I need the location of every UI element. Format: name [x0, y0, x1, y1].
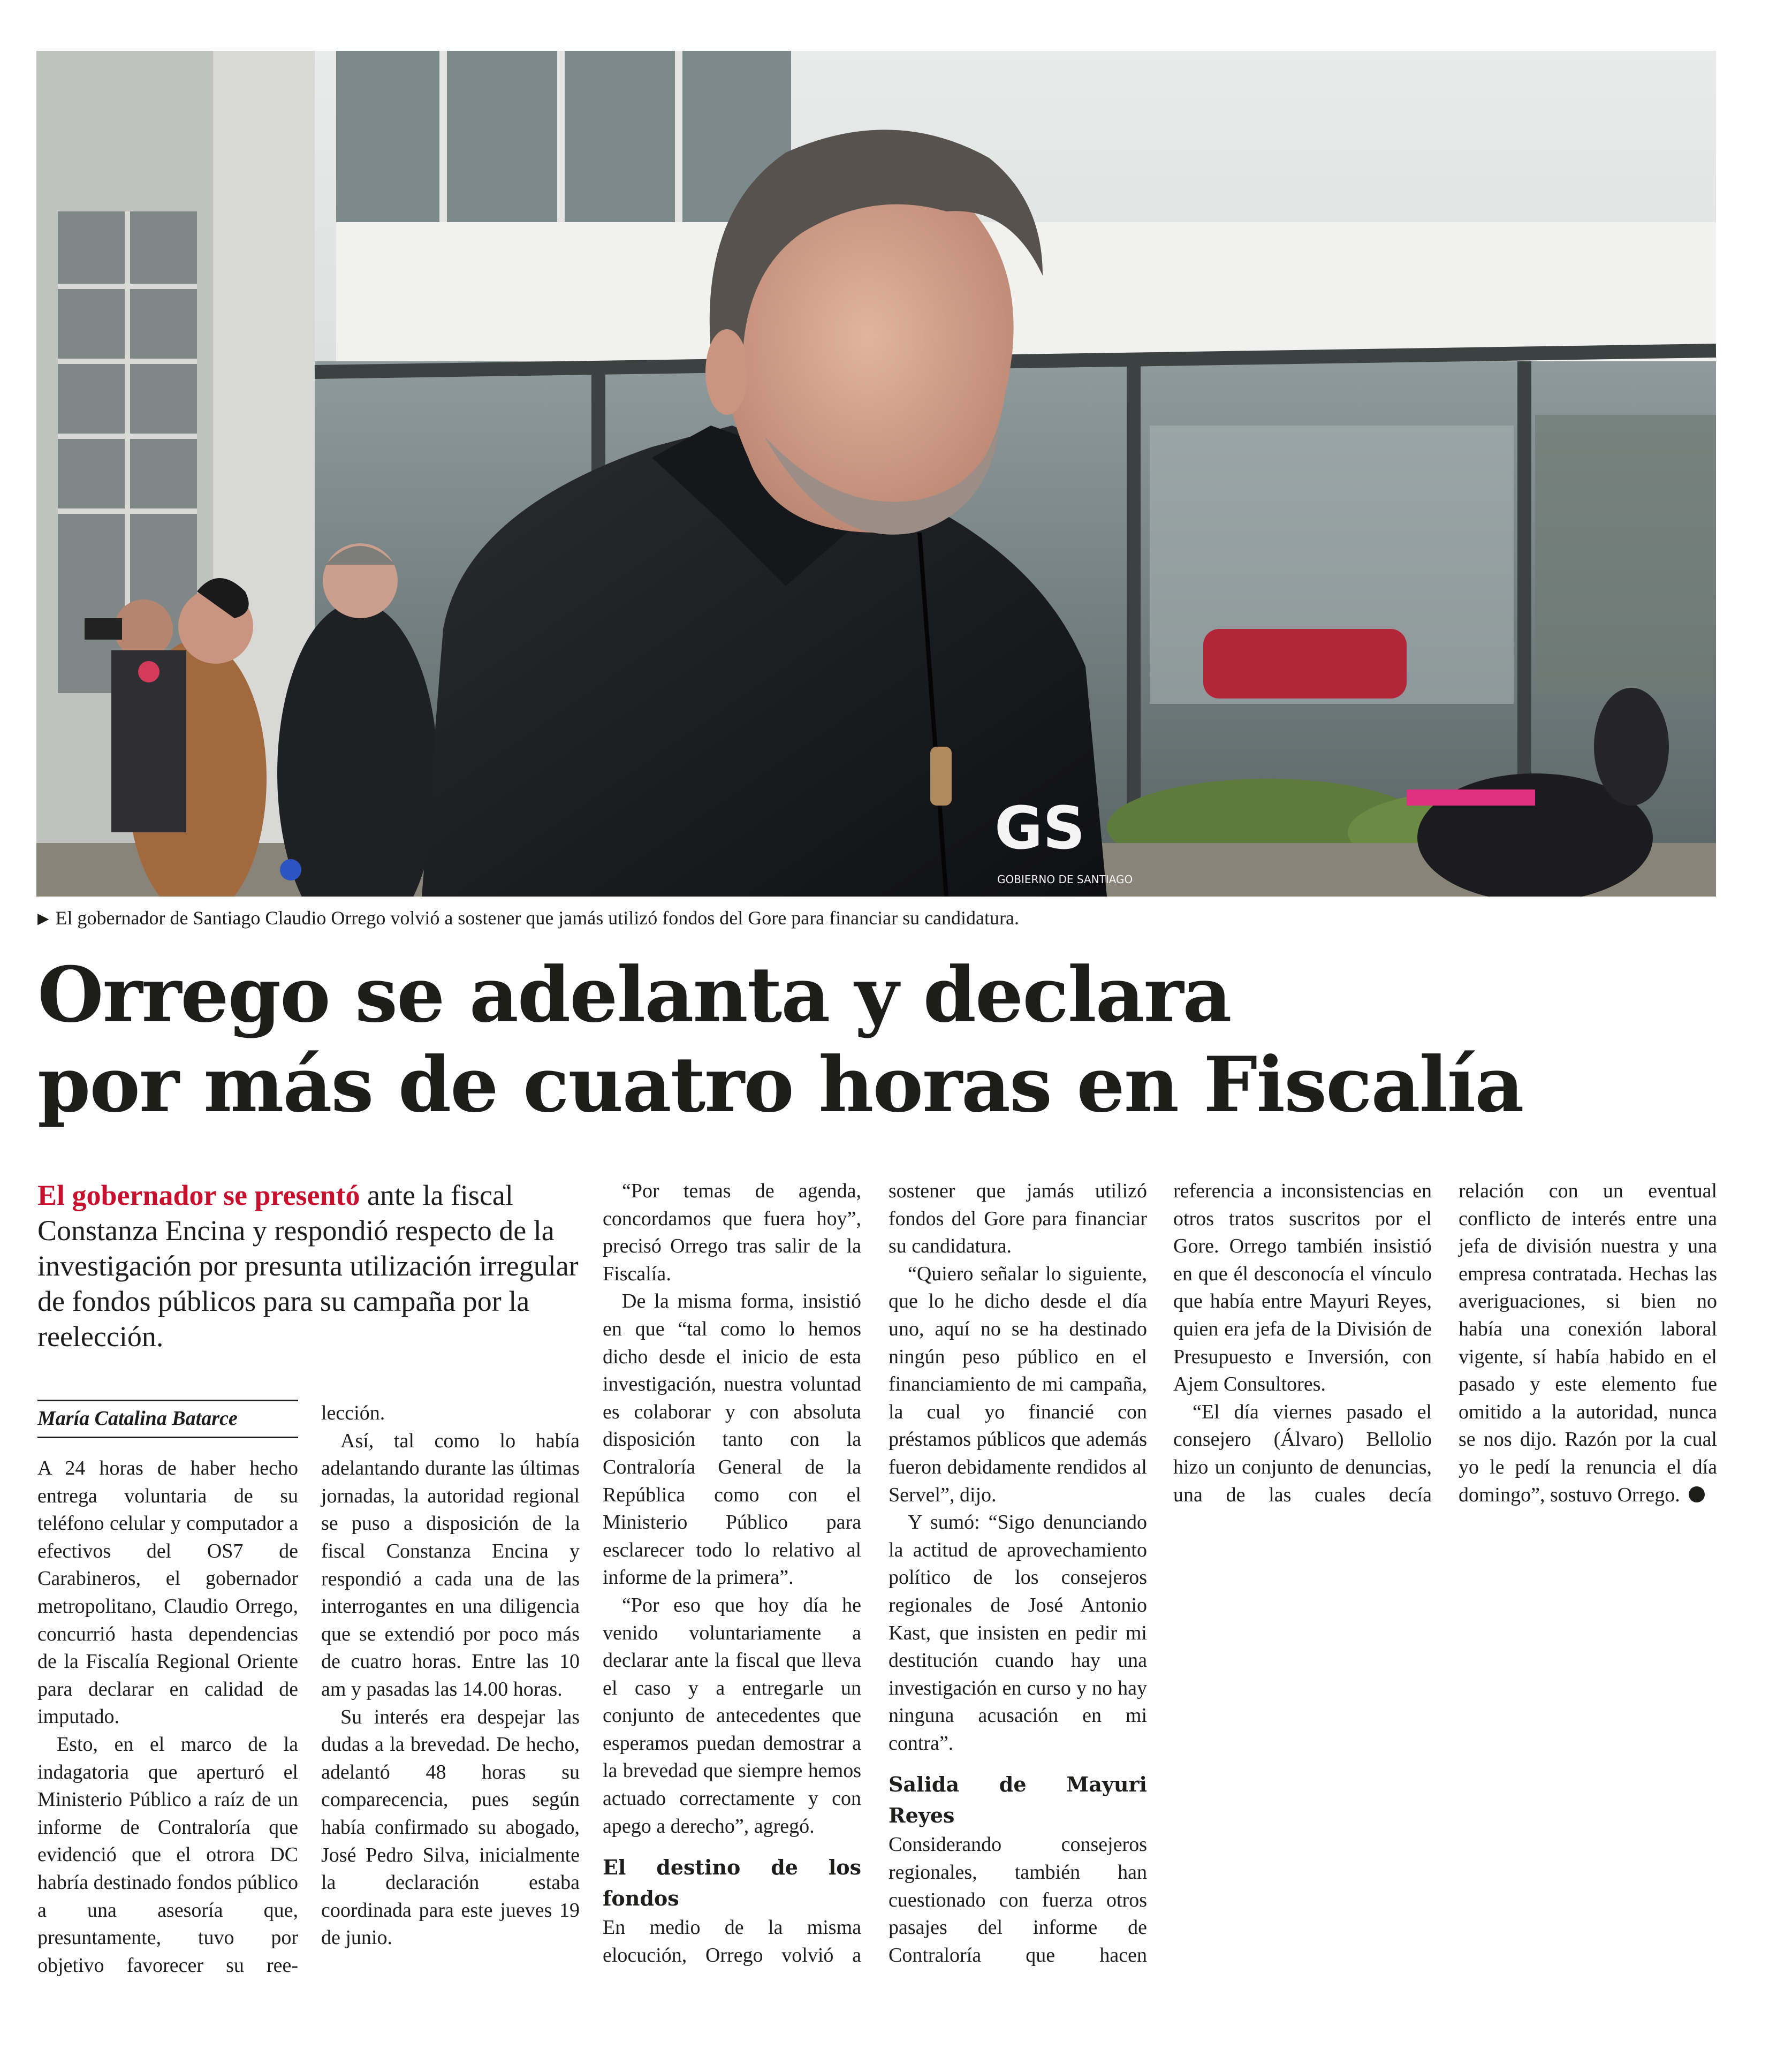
col6-text: relación con un eventual conflicto de interés entre una jefa de división nuestra y una empresa contratada. Hechas las averiguaciones, si bien no había una conexión laboral vigente, sí había habido en el pasado y este elemento fue omitido a la autoridad, nunca se nos dijo. Razón por la cual yo le pedí la renuncia el día domingo”, sostuvo Orrego. [1459, 1180, 1717, 1506]
end-of-article-icon [1689, 1486, 1705, 1502]
col1-paragraph-1: A 24 horas de haber hecho entrega voluntaria de su teléfono celular y computador a efectivos del OS7 de Carabineros, el gobernador metropolitano, Claudio Orrego, concurrió hasta dependencias de la Fiscalía Regional Oriente para declarar en calidad de imputado. [37, 1457, 298, 1728]
body-column-3 [603, 1178, 861, 1969]
headline-line-2: por más de cuatro horas en Fiscalía [37, 1041, 1523, 1129]
col4-subhead: Salida de Mayuri Reyes [889, 1772, 1147, 1828]
col5-paragraph-1: referencia a inconsistencias en otros tratos suscritos por el Gore. Orrego también insistió en que él desconocía el vínculo que había entre Mayuri Reyes, quien era jefa de la División de Presupuesto e Inversión, con Ajem Consultores. [1173, 1180, 1432, 1396]
byline: María Catalina Batarce [37, 1400, 298, 1438]
body-column-1 [37, 1455, 298, 1979]
headline [37, 950, 1750, 1130]
col1-paragraph-2: Esto, en el marco de la indagatoria que aperturó el Ministerio Público a raíz de un informe de Contraloría que evidenció que el otrora DC habría destinado fondos público a una asesoría que, presuntamente, tuvo por objetivo favorecer su ree- [37, 1733, 298, 1977]
col4-paragraph-2: “Quiero señalar lo siguiente, que lo he dicho desde el día uno, aquí no se ha destinado ningún peso público en el financiamiento de mi campaña, la cual yo financié con préstamos públicos que además fueron debidamente rendidos al Servel”, dijo. [889, 1262, 1147, 1506]
jacket-logo-text: GOBIERNO DE SANTIAGO [997, 873, 1133, 886]
body-column-4 [889, 1178, 1147, 1969]
col6-paragraph-1 [1459, 1178, 1717, 1509]
col3-paragraph-1: “Por temas de agenda, concordamos que fuera hoy”, precisó Orrego tras salir de la Fiscalía. [603, 1180, 861, 1285]
col3-paragraph-3: “Por eso que hoy día he venido voluntariamente a declarar ante la fiscal que lleva el caso y a entregarle un conjunto de antecedentes que esperamos puedan demostrar a la brevedad que siempre hemos actuado correctamente y con apego a derecho”, agregó. [603, 1593, 861, 1838]
body-column-6 [1459, 1178, 1717, 1509]
lead-paragraph [37, 1178, 589, 1354]
body-column-2 [321, 1400, 580, 1952]
col3-paragraph-2: De la misma forma, insistió en que “tal como lo hemos dicho desde el inicio de esta investigación, nuestra voluntad es colaborar y con absoluta disposición tanto con la Contraloría General de la República como con el Ministerio Público para esclarecer todo lo relativo al informe de la primera”. [603, 1290, 861, 1589]
col2-paragraph-3: Su interés era despejar las dudas a la brevedad. De hecho, adelantó 48 horas su comparecencia, pues según había confirmado su abogado, José Pedro Silva, inicialmente la declaración estaba coordinada para este jueves 19 de junio. [321, 1705, 580, 1949]
col2-paragraph-1: lección. [321, 1402, 385, 1424]
photo-caption [37, 906, 1718, 930]
jacket-logo: GS [994, 794, 1085, 862]
lead-highlight: El gobernador se presentó [37, 1179, 360, 1211]
caption-text: El gobernador de Santiago Claudio Orrego volvió a sostener que jamás utilizó fondos del Gore para financiar su candidatura. [55, 907, 1019, 929]
col3-paragraph-4: En medio de la misma elocución, Orrego volvió a [603, 1916, 861, 1967]
lead-text: ante la fiscal Constanza Encina y respondió respecto de la investigación por presunta utilización irregular de fondos públicos para su campaña por la reelección. [37, 1179, 579, 1353]
article-photo [36, 51, 1716, 897]
photo-illustration [36, 51, 1716, 897]
body-column-5 [1173, 1178, 1432, 1509]
col4-paragraph-1: sostener que jamás utilizó fondos del Gore para financiar su candidatura. [889, 1180, 1147, 1258]
col5-paragraph-2: “El día viernes pasado el consejero (Álvaro) Bellolio hizo un conjunto de denuncias, una de las cuales decía [1173, 1400, 1432, 1506]
col4-paragraph-3: Y sumó: “Sigo denunciando la actitud de aprovechamiento político de los consejeros regionales de José Antonio Kast, que insisten en pedir mi destitución cuando hay una investigación en curso y no hay ninguna acusación en mi contra”. [889, 1511, 1147, 1755]
col3-subhead: El destino de los fondos [603, 1855, 861, 1911]
headline-line-1: Orrego se adelanta y declara [37, 951, 1231, 1039]
col2-paragraph-2: Así, tal como lo había adelantando durante las últimas jornadas, la autoridad regional se puso a disposición de la fiscal Constanza Encina y respondió a cada una de las interrogantes en una diligencia que se extendió por poco más de cuatro horas. Entre las 10 am y pasadas las 14.00 horas. [321, 1429, 580, 1700]
col4-paragraph-4: Considerando consejeros regionales, también han cuestionado con fuerza otros pasajes del informe de Contraloría que hacen [889, 1833, 1147, 1967]
caption-arrow-icon: ▶ [37, 910, 49, 927]
